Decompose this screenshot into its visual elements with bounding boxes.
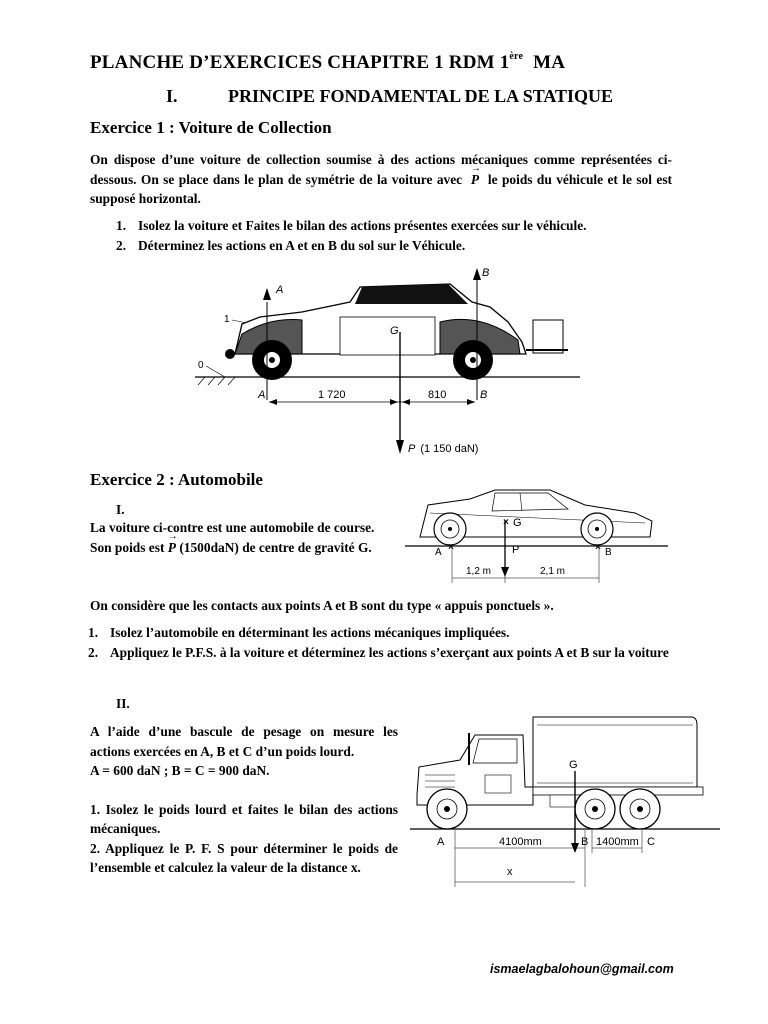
dimension-x: x [507, 866, 513, 878]
exercise-2-part1-text: La voiture ci-contre est une automobile de course. Son poids est → P (1500daN) de centre de gravité G. [90, 518, 393, 557]
weight-label: P (1 150 daN) [408, 443, 479, 455]
exercise-1-heading: Exercice 1 : Voiture de Collection [90, 118, 332, 137]
front-wheel [427, 789, 467, 829]
front-wheel [434, 513, 466, 545]
label-b: B [480, 389, 488, 401]
dimension-810: 810 [428, 389, 447, 401]
dimension-2-1m: 2,1 m [540, 566, 566, 577]
list-item: 2. Déterminez les actions en A et en B du sol sur le Véhicule. [116, 237, 466, 253]
dimension-1400mm: 1400mm [596, 836, 639, 848]
label-a: A [435, 547, 442, 558]
vector-p: → P [168, 538, 176, 558]
svg-text:×: × [503, 517, 509, 528]
label-a: A [437, 836, 445, 848]
label-g: G [513, 517, 522, 529]
label-a: A [258, 389, 266, 401]
exercise-2-part2-text: A l’aide d’une bascule de pesage on mesure les actions exercées en A, B et C d’un poids lourd. A = 600 daN ; B = C = 900 daN. 1. Isolez le poids lourd et faites le bilan des actions mécaniques. 2. Appliquez le P. F. S pour déterminer le poids de l’ensemble et calculez la valeur de la distance x. [90, 724, 398, 875]
dimension-1-2m: 1,2 m [466, 566, 492, 577]
label-g: G [390, 325, 399, 337]
exercise-2-heading: Exercice 2 : Automobile [90, 470, 263, 489]
author-email: ismaelagbalohoun@gmail.com [490, 962, 674, 976]
exercise-1-intro: On dispose d’une voiture de collection soumise à des actions mécaniques comme représentées ci-dessous. On se place dans le plan de symétrie de la voiture avec → P le poids du véhicule et le sol est supposé horizontal. [90, 150, 672, 209]
rear-wheel-2 [620, 789, 660, 829]
exercise-1-questions [116, 216, 686, 255]
dimension-1720: 1 720 [318, 389, 346, 401]
label-1: 1 [224, 314, 230, 325]
part-2-label: II. [116, 696, 130, 711]
vector-p: → P [471, 170, 479, 190]
sports-car-figure [400, 485, 670, 585]
rear-wheel-1 [575, 789, 615, 829]
label-0: 0 [198, 360, 204, 371]
truck-figure [405, 705, 725, 890]
label-g: G [569, 759, 578, 771]
label-p: P [512, 544, 520, 556]
front-wheel [252, 340, 292, 380]
label-b: B [605, 547, 612, 558]
exercise-2-questions [88, 623, 688, 662]
label-b: B [581, 836, 589, 848]
exercise-2-contacts: On considère que les contacts aux points A et B sont du type « appuis ponctuels ». [90, 598, 554, 613]
svg-text:×: × [448, 542, 454, 553]
dimension-4100mm: 4100mm [499, 836, 542, 848]
section-heading: I. PRINCIPE FONDAMENTAL DE LA STATIQUE [166, 86, 614, 106]
list-item: 1. Isolez l’automobile en déterminant les actions mécaniques impliquées. [88, 625, 510, 640]
rear-wheel [581, 513, 613, 545]
part-1-label: I. [116, 502, 125, 517]
rear-wheel [453, 340, 493, 380]
list-item: 2. Appliquez le P.F.S. à la voiture et déterminez les actions s’exerçant aux points A et B sur la voiture [88, 644, 669, 660]
list-item: 1. Isolez la voiture et Faites le bilan des actions présentes exercées sur le véhicule. [116, 218, 587, 233]
svg-text:×: × [595, 542, 601, 553]
label-c: C [647, 836, 655, 848]
vector-a-label: A [276, 284, 284, 296]
vector-b-label: B [482, 267, 490, 279]
page-title: PLANCHE D’EXERCICES CHAPITRE 1 RDM 1ère MA [90, 50, 566, 73]
vintage-car-figure [190, 262, 590, 462]
